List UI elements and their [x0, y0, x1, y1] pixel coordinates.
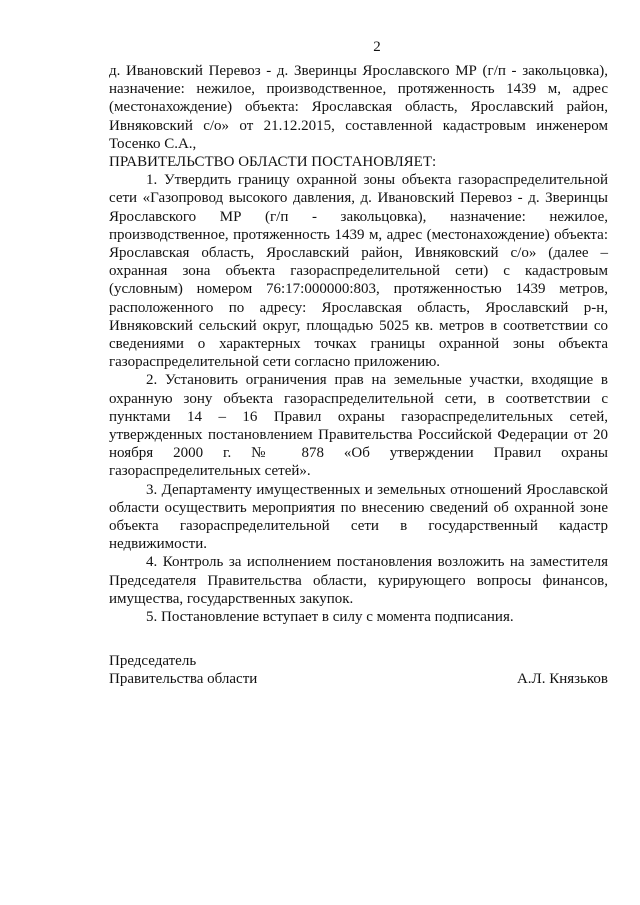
decree-heading: ПРАВИТЕЛЬСТВО ОБЛАСТИ ПОСТАНОВЛЯЕТ: — [109, 154, 437, 171]
clause-5: 5. Постановление вступает в силу с момента подписания. — [146, 609, 514, 626]
page-number: 2 — [373, 39, 381, 55]
clause-4: 4. Контроль за исполнением постановления возложить на заместителя Председателя Правительства области, курирующего вопросы финансов, имущества, государственных закупок. — [109, 554, 608, 607]
signatory-name: А.Л. Князьков — [516, 671, 608, 688]
signatory-title-line2: Правительства области — [109, 671, 258, 688]
document-body — [109, 62, 608, 626]
clause-1: 1. Утвердить границу охранной зоны объекта газораспределительной сети «Газопровод высокого давления, д. Ивановский Перевоз - д. Зверинцы Ярославского МР (г/п - закольцовка), назначение: нежилое, производственное, протяженность 1439 м, адрес (местонахождение) объекта: Ярославская область, Ярославский район, Ивняковский с/о» (далее – охранная зона объекта газораспределительной сети) с кадастровым (условным) номером 76:17:000000:803, протяженностью 1439 метров, расположенного по адресу: Ярославская область, Ярославский р-н, Ивняковский сельский округ, площадью 5025 кв. метров в соответствии со сведениями о характерных точках границы охранной зоны объекта газораспределительной сети согласно приложению. — [109, 172, 608, 371]
signature-block — [109, 652, 608, 688]
intro-paragraph: д. Ивановский Перевоз - д. Зверинцы Ярославского МР (г/п - закольцовка), назначение: нежилое, производственное, протяженность 1439 м, адрес (местонахождение) объекта: Ярославская область, Ярославский район, Ивняковский с/о» от 21.12.2015, составленной кадастровым инженером Тосенко С.А., — [109, 63, 608, 152]
signatory-title-line1: Председатель — [109, 653, 197, 669]
clause-3: 3. Департаменту имущественных и земельных отношений Ярославской области осуществить мероприятия по внесению сведений об охранной зоне объекта газораспределительной сети в государственный кадастр недвижимости. — [109, 481, 608, 553]
clause-2: 2. Установить ограничения прав на земельные участки, входящие в охранную зону объекта газораспределительной сети, в соответствии с пунктами 14 – 16 Правил охраны газораспределительных сетей, утвержденных постановлением Правительства Российской Федерации от 20 ноября 2000 г. № 878 «Об утверждении Правил охраны газораспределительных сетей». — [109, 372, 608, 480]
signature-row — [109, 670, 608, 688]
